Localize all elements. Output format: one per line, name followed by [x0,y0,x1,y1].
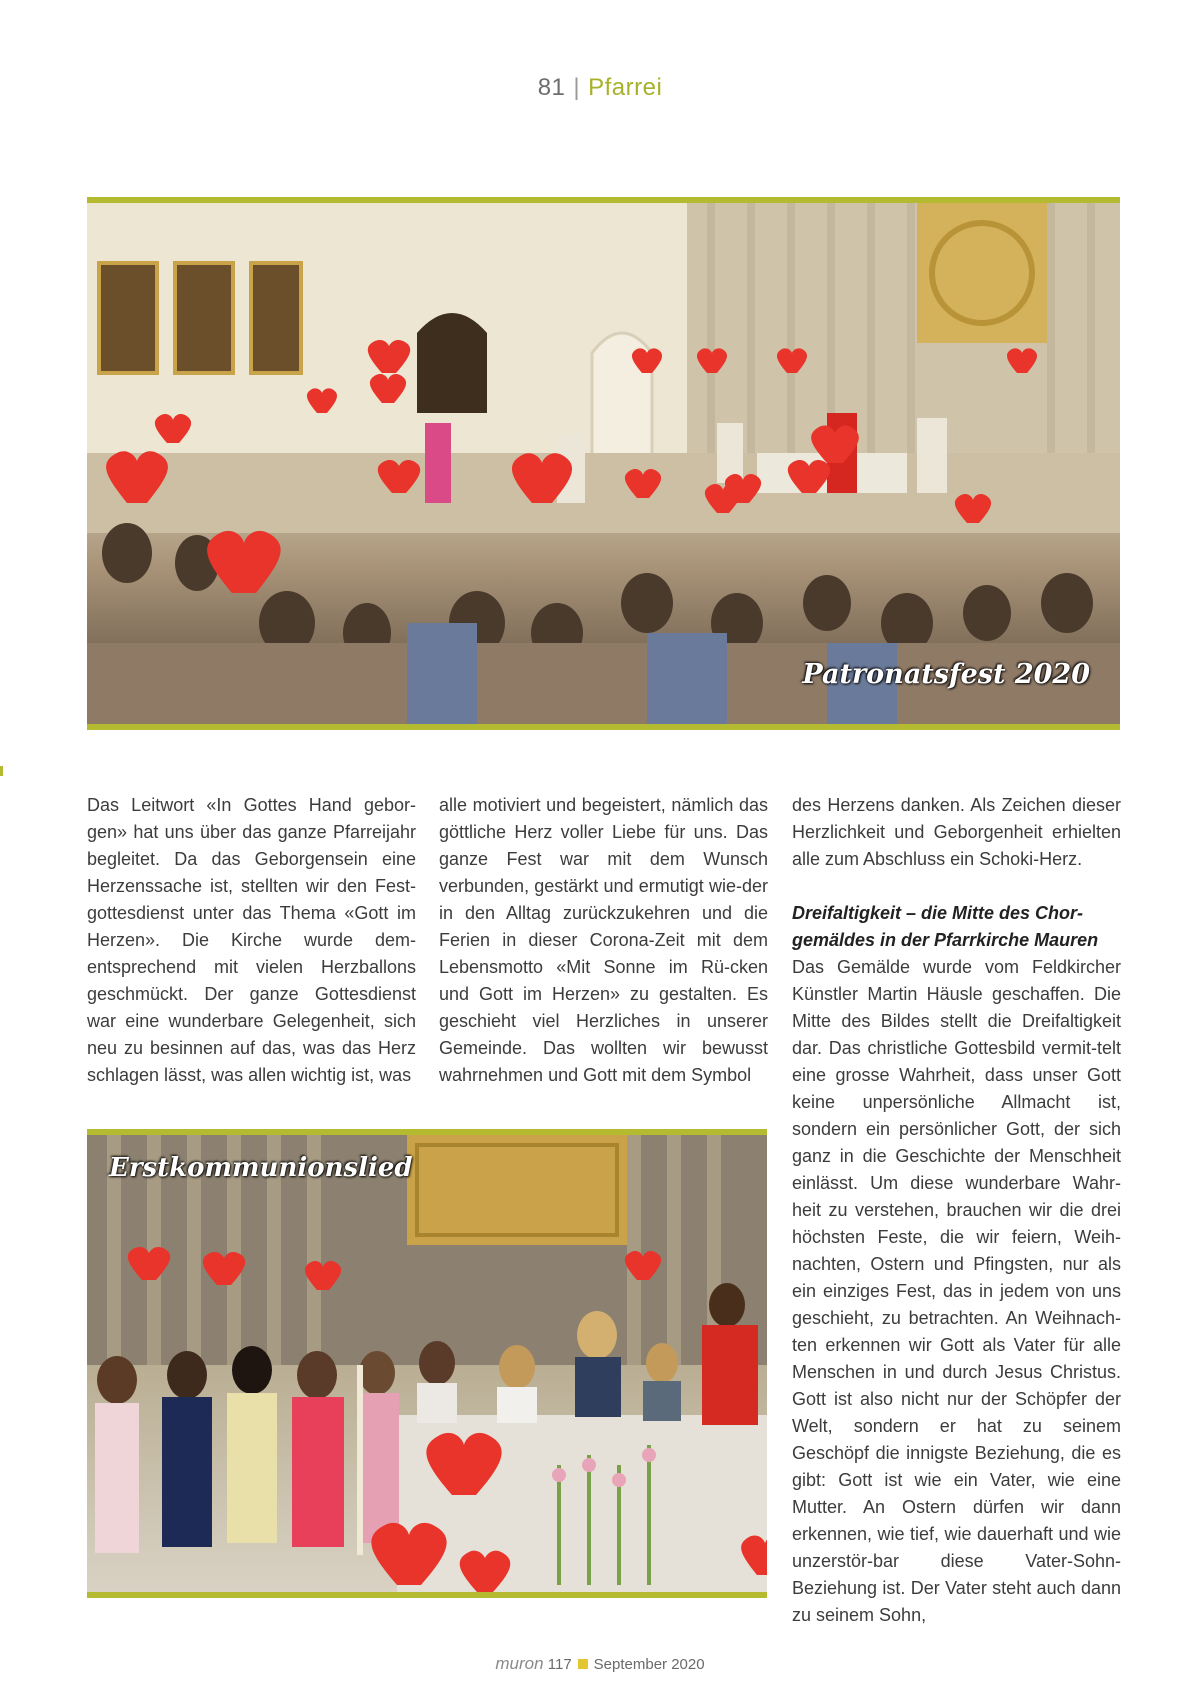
photo-erstkommunionslied [87,1129,767,1598]
article-paragraph: Das Leitwort «In Gottes Hand gebor-gen» hat uns über das ganze Pfarreijahr begleitet. Da das Geborgensein eine Herzenssache ist, stellten wir den Fest-gottesdienst unter das Thema «Gott im Herzen». Die Kirche wurde dem-entsprechend mit vielen Herzballons geschmückt. Der ganze Gottesdienst war eine wunderbare Gelegenheit, sich neu zu besinnen auf das, was das Herz schlagen lässt, was allen wichtig ist, was [87,795,416,1085]
magazine-brand: muron [495,1654,544,1673]
church-scene-illustration [87,203,1120,724]
article-paragraph: Das Gemälde wurde vom Feldkircher Künstler Martin Häusle geschaffen. Die Mitte des Bildes stellt die Dreifaltigkeit dar. Das christliche Gottesbild vermit-telt eine grosse Wahrheit, dass unser Gott keine unpersönliche Allmacht ist, sondern ein persönlicher Gott, der sich ganz in die Geschichte der Menschheit einlässt. Um diese wunderbare Wahr-heit zu verstehen, brauchen wir die drei höchsten Feste, die wir feiern, Weih-nachten, Ostern und Pfingsten, nur als ein einziges Fest, das in jedem von uns geschieht, zu betrachten. An Weihnach-ten erkennen wir Gott als Vater für alle Menschen in und durch Jesus Christus. Gott ist also nicht nur der Schöpfer der Welt, sondern er hat zu seinem Geschöpf die innigste Beziehung, die es gibt: Gott ist wie ein Vater, wie eine Mutter. An Ostern dürfen wir dann erkennen, wie tief, wie dauerhaft und wie unzerstör-bar diese Vater-Sohn-Beziehung ist. Der Vater steht auch dann zu seinem Sohn, [792,957,1121,1625]
header-separator: | [573,74,581,101]
page-edge-mark [0,766,3,776]
page-header [0,74,1200,102]
article-column-3 [792,792,1121,1629]
page-number: 81 [537,74,566,101]
footer-square-icon [578,1659,588,1669]
article-column-1 [87,792,416,1089]
issue-date: September 2020 [593,1656,705,1673]
article-subheading: Dreifaltigkeit – die Mitte des Chor-gemäldes in der Pfarrkirche Mauren [792,903,1099,950]
article-paragraph: alle motiviert und begeistert, nämlich das göttliche Herz voller Liebe für uns. Das ganze Fest war mit dem Wunsch verbunden, gestärkt und ermutigt wie-der in den Alltag zurückzukehren und die Ferien in dieser Corona-Zeit mit dem Lebensmotto «Mit Sonne im Rü-cken und Gott im Herzen» zu gestalten. Es geschieht viel Herzliches in unserer Gemeinde. Das wollten wir bewusst wahrnehmen und Gott mit dem Symbol [439,795,768,1085]
children-choir-illustration [87,1135,767,1592]
section-title: Pfarrei [588,74,663,101]
page-footer [0,1654,1200,1674]
photo-caption-erstkommunionslied: Erstkommunionslied [109,1153,413,1183]
article-column-2 [439,792,768,1089]
photo-caption-patronatsfest: Patronatsfest 2020 [802,659,1090,690]
issue-number: 117 [547,1656,572,1673]
article-paragraph: des Herzens danken. Als Zeichen dieser Herzlichkeit und Geborgenheit erhielten alle zum Abschluss ein Schoki-Herz. [792,795,1121,869]
photo-patronatsfest [87,197,1120,730]
